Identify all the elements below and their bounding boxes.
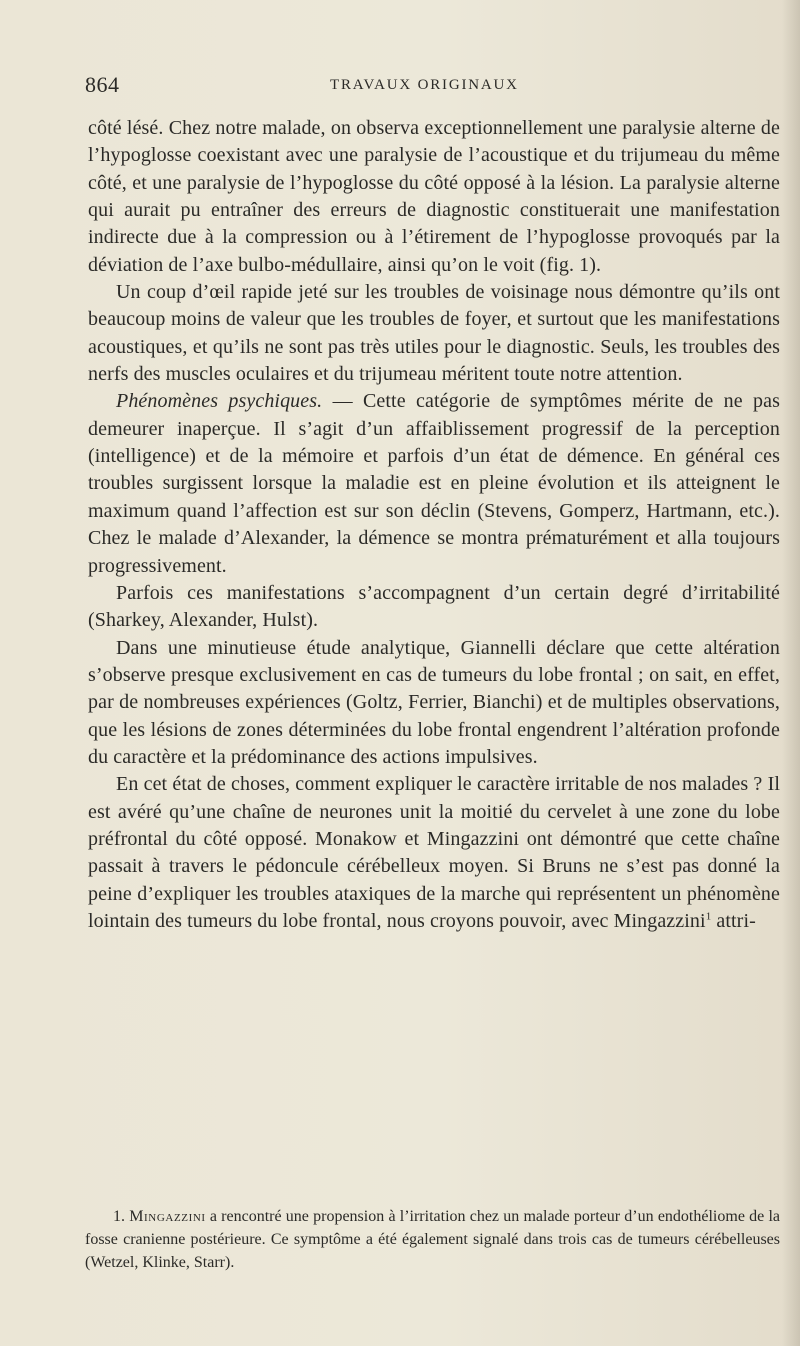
page-number: 864 xyxy=(85,72,120,97)
paragraph-1-text: côté lésé. Chez notre malade, on observa exceptionnellement une paralysie alterne de l’hypoglosse coexistant avec une paralysie de l’acoustique et du trijumeau du même côté, et une paralysie de l’hypoglosse du côté opposé à la lésion. La paralysie alterne qui aurait pu entraîner des erreurs de diagnostic constituerait une manifestation indirecte due à la compression ou à l’étirement de l’hypoglosse provoqués par la déviation de l’axe bulbo-médullaire, ainsi qu’on le voit (fig. 1). xyxy=(88,117,780,276)
paragraph-3 xyxy=(88,388,780,579)
paragraph-4 xyxy=(88,580,780,635)
paragraph-6 xyxy=(88,771,780,935)
footnote-text: a rencontré une propension à l’irritation chez un malade porteur d’un endothéliome de la fosse cranienne postérieure. Ce symptôme a été également signalé dans trois cas de tumeurs cérébelleuses (Wetzel, Klinke, Starr). xyxy=(85,1208,780,1271)
paragraph-5-text: Dans une minutieuse étude analytique, Giannelli déclare que cette altération s’observe presque exclusivement en cas de tumeurs du lobe frontal ; on sait, en effet, par de nombreuses expériences (Goltz, Ferrier, Bianchi) et de multiples observations, que les lésions de zones déterminées du lobe frontal engendrent l’altération profonde du caractère et la prédominance des actions impulsives. xyxy=(88,636,780,768)
footnote-number: 1. xyxy=(113,1208,125,1225)
page-edge-shadow xyxy=(782,0,800,1346)
paragraph-2 xyxy=(88,279,780,388)
paragraph-6-text-end: attri- xyxy=(711,909,756,932)
paragraph-2-text: Un coup d’œil rapide jeté sur les troubles de voisinage nous démontre qu’ils ont beaucoup moins de valeur que les troubles de foyer, et surtout que les manifestations acoustiques, et qu’ils ne sont pas très utiles pour le diagnostic. Seuls, les troubles des nerfs des muscles oculaires et du trijumeau méritent toute notre attention. xyxy=(88,281,780,386)
footnote xyxy=(85,1205,780,1274)
page-header xyxy=(85,72,785,98)
paragraph-5 xyxy=(88,635,780,772)
paragraph-3-text: — Cette catégorie de symptômes mérite de ne pas demeurer inaperçue. Il s’agit d’un affaiblissement progressif de la perception (intelligence) et de la mémoire et parfois d’un état de démence. En général ces troubles surgissent lorsque la maladie est en pleine évolution et ils atteignent le maximum quand l’affection est sur son déclin (Stevens, Gomperz, Hartmann, etc.). Chez le malade d’Alexander, la démence se montra prématurément et alla toujours progressivement. xyxy=(88,390,780,577)
running-title: TRAVAUX ORIGINAUX xyxy=(330,77,519,93)
paragraph-4-text: Parfois ces manifestations s’accompagnent d’un certain degré d’irritabilité (Sharkey, Alexander, Hulst). xyxy=(88,581,780,632)
paragraph-1 xyxy=(88,115,780,279)
body-text xyxy=(88,115,780,935)
footnote-paragraph xyxy=(85,1205,780,1274)
section-heading-psychic-phenomena: Phénomènes psychiques. xyxy=(116,390,323,413)
footnote-reference: 1 xyxy=(705,910,712,923)
paragraph-6-text: En cet état de choses, comment expliquer le caractère irritable de nos malades ? Il est avéré qu’une chaîne de neurones unit la moitié du cervelet à une zone du lobe préfrontal du côté opposé. Monakow et Mingazzini ont démontré que cette chaîne passait à travers le pédoncule cérébelleux moyen. Si Bruns ne s’est pas donné la peine d’expliquer les troubles ataxiques de la marche qui représentent un phénomène lointain des tumeurs du lobe frontal, nous croyons pouvoir, avec Mingazzini xyxy=(88,773,780,932)
footnote-author: Mingazzini xyxy=(129,1208,206,1225)
